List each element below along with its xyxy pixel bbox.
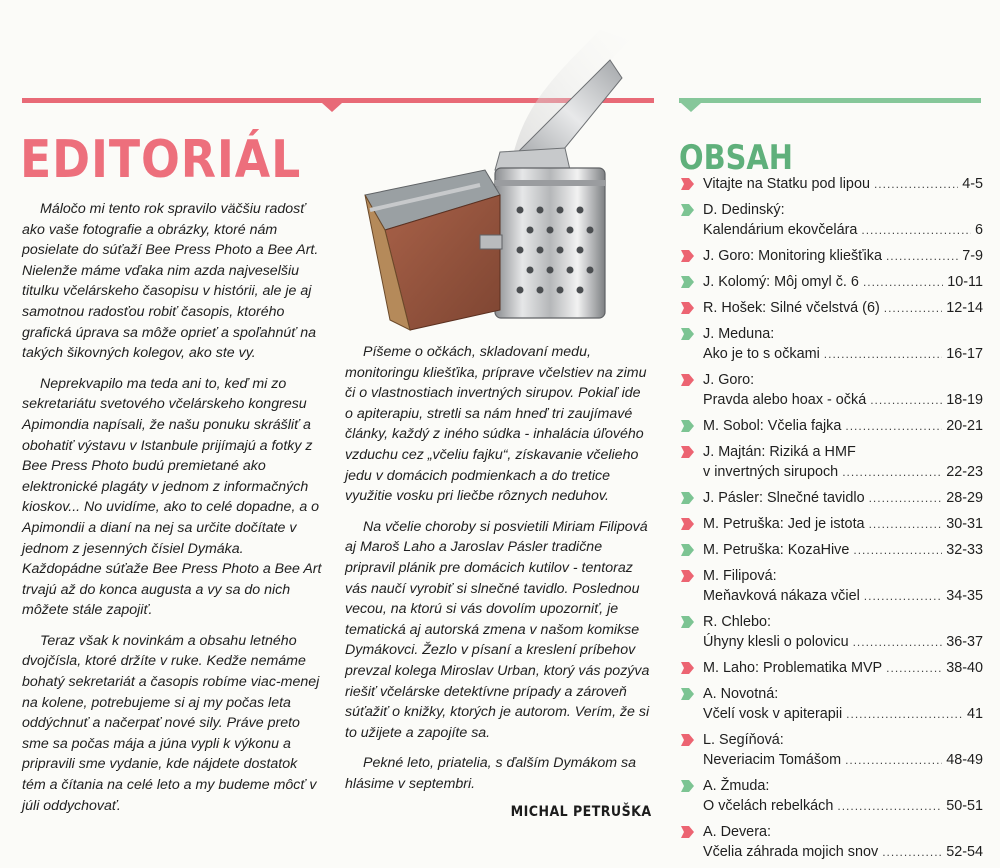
contents-article-title: J. Pásler: Slnečné tavidlo bbox=[703, 490, 865, 506]
dot-leader bbox=[845, 750, 942, 770]
arrow-marker-icon bbox=[681, 662, 694, 674]
editorial-paragraph: Neprekvapilo ma teda ani to, keď mi zo sekretariátu svetového včelárskeho kongresu Apimondia napísali, že našu ponuku skrášliť a obohatiť výstavu v Istanbule prijímajú a fotky z Bee Press Photo budú premietané ako elektronické plagáty v jednom z informačných kioskov... No uvidíme, ako to celé dopadne, a o Apimondii a dianí na nej sa určite dočítate v jednom z jesenných čísiel Dymáka. Každopádne súťaže Bee Press Photo a Bee Art trvajú až do konca augusta a vy sa do nich môžete stále zapojiť. bbox=[22, 375, 322, 619]
dot-leader bbox=[861, 220, 971, 240]
arrow-marker-icon bbox=[681, 492, 694, 504]
editorial-paragraph: Na včelie choroby si posvietili Miriam Filipová aj Maroš Laho a Jaroslav Pásler tradične pripravil plánik pre domácich kutilov - tentoraz vás naučí vyrobiť si slnečné tavidlo. Poslednou vecou, na ktorú si vás dovolím upozorniť, je tematická aj autorská zmena v našom komikse Dymákovci. Žezlo v písaní a kreslení príbehov prevzal kolega Miroslav Urban, ktorý vás pozýva riešiť včelárske detektívne prípady a zároveň súťažiť o knižky, ktorých je autorom. Verím, že si to užijete a zapojíte sa. bbox=[345, 518, 650, 741]
contents-item[interactable] bbox=[679, 324, 983, 364]
dot-leader bbox=[846, 704, 963, 724]
contents-item[interactable] bbox=[679, 730, 983, 770]
contents-author: L. Segíňová: bbox=[703, 732, 784, 748]
page-number: 48-49 bbox=[946, 752, 983, 768]
arrow-marker-icon bbox=[681, 276, 694, 288]
page-number: 38-40 bbox=[946, 660, 983, 676]
contents-article-title: Kalendárium ekovčelára bbox=[703, 222, 858, 238]
arrow-marker-icon bbox=[681, 302, 694, 314]
contents-item[interactable] bbox=[679, 416, 983, 436]
contents-article-title: M. Petruška: Jed je istota bbox=[703, 516, 865, 532]
arrow-marker-icon bbox=[681, 570, 694, 582]
contents-article-title: M. Laho: Problematika MVP bbox=[703, 660, 883, 676]
contents-author: M. Filipová: bbox=[703, 568, 777, 584]
dot-leader bbox=[864, 586, 942, 606]
contents-article-title: Včelia záhrada mojich snov bbox=[703, 844, 879, 860]
page-number: 41 bbox=[966, 706, 983, 722]
contents-article-title: Meňavková nákaza včiel bbox=[703, 588, 860, 604]
contents-item[interactable] bbox=[679, 612, 983, 652]
page-number: 12-14 bbox=[946, 300, 983, 316]
dot-leader bbox=[853, 632, 943, 652]
dot-leader bbox=[882, 842, 942, 862]
page-number: 52-54 bbox=[946, 844, 983, 860]
page-number: 7-9 bbox=[962, 248, 983, 264]
page-number: 20-21 bbox=[946, 418, 983, 434]
page-number: 32-33 bbox=[946, 542, 983, 558]
dot-leader bbox=[824, 344, 942, 364]
contents-item[interactable] bbox=[679, 488, 983, 508]
contents-item[interactable] bbox=[679, 370, 983, 410]
contents-author: A. Devera: bbox=[703, 824, 771, 840]
contents-author: J. Meduna: bbox=[703, 326, 775, 342]
contents-article-title: R. Hošek: Silné včelstvá (6) bbox=[703, 300, 880, 316]
page-number: 4-5 bbox=[962, 176, 983, 192]
contents-author: A. Novotná: bbox=[703, 686, 779, 702]
contents-item[interactable] bbox=[679, 174, 983, 194]
editorial-paragraph: Máločo mi tento rok spravilo väčšiu radosť ako vaše fotografie a obrázky, ktoré nám posielate do súťaží Bee Press Photo a Bee Art. Nielenže máme vďaka nim azda najveselšiu titulku včelárskeho časopisu v histórii, ale je aj samotnou radosťou robiť časopis, ktorého grafická úprava sa môže oprieť a spoľahnúť na takých šikovných kolegov, ako ste vy. bbox=[22, 201, 319, 362]
page-number: 6 bbox=[974, 222, 983, 238]
author-signature: MICHAL PETRUŠKA bbox=[511, 804, 652, 820]
contents-article-title: M. Petruška: KozaHive bbox=[703, 542, 850, 558]
contents-list bbox=[679, 174, 983, 868]
contents-article-title: Neveriacim Tomášom bbox=[703, 752, 842, 768]
dot-leader bbox=[845, 416, 942, 436]
dot-leader bbox=[842, 462, 942, 482]
arrow-marker-icon bbox=[681, 544, 694, 556]
arrow-marker-icon bbox=[681, 178, 694, 190]
page-number: 10-11 bbox=[947, 274, 983, 290]
contents-item[interactable] bbox=[679, 298, 983, 318]
contents-item[interactable] bbox=[679, 658, 983, 678]
contents-article-title: M. Sobol: Včelia fajka bbox=[703, 418, 842, 434]
arrow-marker-icon bbox=[681, 616, 694, 628]
editorial-paragraph: Pekné leto, priatelia, s ďalším Dymákom sa hlásime v septembri. bbox=[345, 755, 637, 792]
page-number: 22-23 bbox=[946, 464, 983, 480]
editorial-paragraph: Teraz však k novinkám a obsahu letného dvojčísla, ktoré držíte v ruke. Kedže nemáme bohatý sekretariát a časopis robíme viac-menej na kolene, potrebujeme si aj my počas leta oddýchnuť a načerpať nové sily. Práve preto sme sa počas mája a júna vypli k výkonu a pripravili sme vydanie, kde nájdete dostatok tém a čítania na celé leto a my budeme môcť v júli oddychovať. bbox=[22, 632, 320, 814]
contents-item[interactable] bbox=[679, 246, 983, 266]
dot-leader bbox=[869, 514, 943, 534]
bee-smoker-image bbox=[360, 20, 660, 340]
dot-leader bbox=[869, 488, 943, 508]
contents-article-title: Pravda alebo hoax - očká bbox=[703, 392, 867, 408]
contents-author: D. Dedinský: bbox=[703, 202, 785, 218]
arrow-marker-icon bbox=[681, 250, 694, 262]
dot-leader bbox=[884, 298, 942, 318]
dot-leader bbox=[863, 272, 943, 292]
dot-leader bbox=[874, 174, 958, 194]
dot-leader bbox=[870, 390, 942, 410]
editorial-title: EDITORIÁL bbox=[20, 130, 302, 190]
contents-item[interactable] bbox=[679, 540, 983, 560]
arrow-marker-icon bbox=[681, 780, 694, 792]
page-number: 50-51 bbox=[946, 798, 983, 814]
contents-item[interactable] bbox=[679, 272, 983, 292]
arrow-marker-icon bbox=[681, 328, 694, 340]
contents-item[interactable] bbox=[679, 200, 983, 240]
dot-leader bbox=[853, 540, 942, 560]
page-number: 30-31 bbox=[946, 516, 983, 532]
contents-item[interactable] bbox=[679, 566, 983, 606]
contents-author: A. Žmuda: bbox=[703, 778, 770, 794]
contents-article-title: J. Goro: Monitoring kliešťika bbox=[703, 248, 882, 264]
contents-article-title: Vitajte na Statku pod lipou bbox=[703, 176, 870, 192]
contents-item[interactable] bbox=[679, 684, 983, 724]
contents-article-title: Úhyny klesli o polovicu bbox=[703, 634, 849, 650]
contents-item[interactable] bbox=[679, 822, 983, 862]
arrow-marker-icon bbox=[681, 688, 694, 700]
contents-top-rule bbox=[679, 98, 981, 103]
contents-author: R. Chlebo: bbox=[703, 614, 771, 630]
arrow-marker-icon bbox=[681, 826, 694, 838]
arrow-marker-icon bbox=[681, 518, 694, 530]
editorial-column-1 bbox=[22, 199, 322, 826]
page-number: 16-17 bbox=[946, 346, 983, 362]
contents-article-title: Včelí vosk v apiterapii bbox=[703, 706, 843, 722]
dot-leader bbox=[886, 658, 942, 678]
contents-article-title: J. Kolomý: Môj omyl č. 6 bbox=[703, 274, 859, 290]
arrow-marker-icon bbox=[681, 734, 694, 746]
contents-article-title: Ako je to s očkami bbox=[703, 346, 820, 362]
page-number: 28-29 bbox=[946, 490, 983, 506]
contents-item[interactable] bbox=[679, 514, 983, 534]
contents-author: J. Majtán: Riziká a HMF bbox=[703, 444, 856, 460]
contents-article-title: O včelách rebelkách bbox=[703, 798, 834, 814]
editorial-paragraph: Píšeme o očkách, skladovaní medu, monitoringu kliešťika, príprave včelstiev na zimu či o vlastnostiach invertných sirupov. Pokiaľ ide o apiterapiu, stretli sa nám hneď tri zaujímavé články, každý z iného súdka - inhalácia úľového vzduchu cez „včeliu fajku“, získavanie včelieho jedu v domácich podmienkach a do tretice využitie vosku pri liečbe rôznych neduhov. bbox=[345, 344, 647, 505]
contents-title: OBSAH bbox=[679, 138, 793, 178]
arrow-marker-icon bbox=[681, 374, 694, 386]
contents-article-title: v invertných sirupoch bbox=[703, 464, 839, 480]
contents-author: J. Goro: bbox=[703, 372, 755, 388]
page-number: 18-19 bbox=[946, 392, 983, 408]
page-number: 36-37 bbox=[946, 634, 983, 650]
arrow-marker-icon bbox=[681, 446, 694, 458]
arrow-marker-icon bbox=[681, 420, 694, 432]
contents-item[interactable] bbox=[679, 776, 983, 816]
contents-item[interactable] bbox=[679, 442, 983, 482]
arrow-marker-icon bbox=[681, 204, 694, 216]
page-number: 34-35 bbox=[946, 588, 983, 604]
dot-leader bbox=[837, 796, 942, 816]
editorial-column-2 bbox=[345, 342, 651, 804]
dot-leader bbox=[886, 246, 958, 266]
